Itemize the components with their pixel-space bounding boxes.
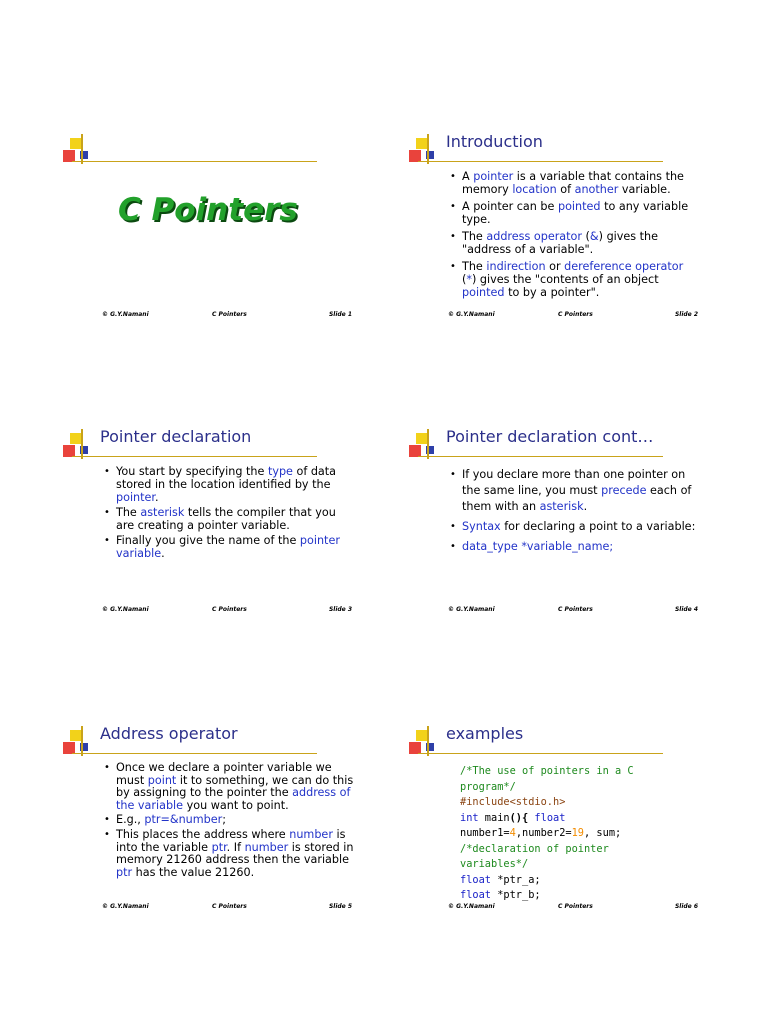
footer-slide-number: Slide 1 — [328, 311, 352, 318]
footer-author: © G.Y.Namani — [448, 606, 495, 613]
slide-2 — [408, 128, 708, 338]
footer-slide-number: Slide 2 — [674, 311, 698, 318]
slide-footer — [448, 311, 698, 321]
code-block — [460, 764, 710, 904]
slide-5 — [62, 720, 362, 930]
footer-slide-number: Slide 6 — [674, 903, 698, 910]
code-line: program*/ — [460, 780, 516, 793]
slide-logo-icon — [62, 423, 102, 463]
bullet-list — [450, 170, 700, 303]
slide-logo-icon — [62, 128, 102, 168]
code-line: /*The use of pointers in a C — [460, 765, 634, 777]
slide-logo-icon — [408, 423, 448, 463]
bullet-item: • data_type *variable_name; — [450, 539, 700, 555]
slide-4 — [408, 423, 708, 633]
bullet-item: • This places the address where number is into the variable ptr. If number is stored in memory 21260 address then the variable ptr has the value 21260. — [104, 829, 354, 879]
slide-1 — [62, 128, 362, 338]
footer-author: © G.Y.Namani — [448, 311, 495, 318]
slide-footer — [102, 311, 352, 321]
bullet-item: • A pointer can be pointed to any variable type. — [450, 200, 700, 226]
bullet-item: • The address operator (&) gives the "address of a variable". — [450, 230, 700, 256]
slide-footer — [102, 903, 352, 913]
slide-title: Pointer declaration cont… — [446, 427, 654, 446]
title-rule — [72, 753, 317, 754]
bullet-item: • Finally you give the name of the pointer variable. — [104, 534, 354, 560]
deck-title: C Pointers — [118, 192, 298, 228]
slide-title: Pointer declaration — [100, 427, 252, 446]
slide-title: Introduction — [446, 132, 543, 151]
footer-author: © G.Y.Namani — [448, 903, 495, 910]
slide-title: Address operator — [100, 724, 238, 743]
title-rule — [72, 456, 317, 457]
bullet-item: • Syntax for declaring a point to a variable: — [450, 519, 700, 535]
slide-footer — [448, 606, 698, 616]
footer-slide-number: Slide 3 — [328, 606, 352, 613]
slide-3 — [62, 423, 362, 633]
bullet-list — [450, 467, 700, 559]
slide-footer — [102, 606, 352, 616]
code-line: /*declaration of pointer — [460, 842, 609, 855]
slide-logo-icon — [408, 128, 448, 168]
slide-footer — [448, 903, 698, 913]
footer-course: C Pointers — [212, 311, 247, 318]
code-line: number1=4,number2=19, sum; — [460, 827, 622, 839]
footer-course: C Pointers — [558, 311, 593, 318]
footer-slide-number: Slide 4 — [674, 606, 698, 613]
title-rule — [418, 161, 663, 162]
bullet-list — [104, 762, 354, 881]
slide-logo-icon — [62, 720, 102, 760]
footer-course: C Pointers — [558, 903, 593, 910]
code-line: variables*/ — [460, 858, 529, 870]
footer-slide-number: Slide 5 — [328, 903, 352, 910]
bullet-item: • If you declare more than one pointer on the same line, you must precede each of them with an asterisk. — [450, 467, 700, 515]
bullet-item: • The indirection or dereference operator (*) gives the "contents of an object pointed to by a pointer". — [450, 260, 700, 299]
footer-author: © G.Y.Namani — [102, 606, 149, 613]
footer-author: © G.Y.Namani — [102, 903, 149, 910]
code-line: #include<stdio.h> — [460, 796, 566, 808]
bullet-item: • E.g., ptr=&number; — [104, 814, 354, 827]
footer-course: C Pointers — [558, 606, 593, 613]
footer-course: C Pointers — [212, 606, 247, 613]
bullet-list — [104, 465, 354, 562]
slide-6 — [408, 720, 708, 930]
title-rule — [418, 456, 663, 457]
bullet-item: • A pointer is a variable that contains the memory location of another variable. — [450, 170, 700, 196]
title-rule — [418, 753, 663, 754]
code-line: int main(){ float — [460, 811, 566, 824]
bullet-item: • You start by specifying the type of data stored in the location identified by the pointer. — [104, 465, 354, 504]
bullet-item: • The asterisk tells the compiler that you are creating a pointer variable. — [104, 506, 354, 532]
title-rule — [72, 161, 317, 162]
code-line: float *ptr_b; — [460, 889, 541, 901]
slide-logo-icon — [408, 720, 448, 760]
slide-title: examples — [446, 724, 524, 743]
footer-author: © G.Y.Namani — [102, 311, 149, 318]
bullet-item: • Once we declare a pointer variable we must point it to something, we can do this by assigning to the pointer the address of the variable you want to point. — [104, 762, 354, 812]
footer-course: C Pointers — [212, 903, 247, 910]
code-line: float *ptr_a; — [460, 873, 541, 886]
